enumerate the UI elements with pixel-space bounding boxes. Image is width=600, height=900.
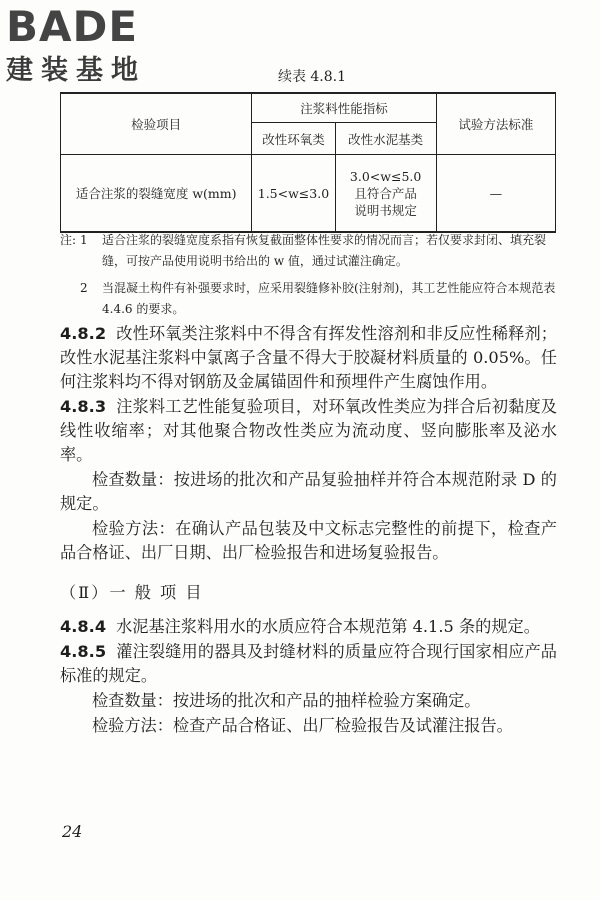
note-label: 注: — [60, 233, 77, 247]
clause-number: 4.8.3 — [60, 397, 107, 416]
check-method: 检验方法：检查产品合格证、出厂检验报告及试灌注报告。 — [92, 716, 513, 735]
note-item — [60, 278, 560, 320]
spec-table — [60, 92, 556, 233]
row-item: 适合注浆的裂缝宽度 w(mm) — [61, 155, 252, 233]
note-number: 1 — [80, 233, 88, 247]
clause-4-8-4 — [60, 615, 557, 639]
clause-text: 灌注裂缝用的器具及封缝材料的质量应符合现行国家相应产品标准的规定。 — [60, 642, 557, 685]
row-epoxy-value: 1.5<w≤3.0 — [252, 155, 335, 233]
clause-4-8-5 — [60, 640, 557, 688]
check-quantity: 检查数量：按进场的批次和产品复验抽样并符合本规范附录 D 的规定。 — [60, 470, 557, 513]
logo-subtitle: 建装基地 — [6, 55, 146, 86]
clause-text: 注浆料工艺性能复验项目，对环氧改性类应为拌合后初黏度及线性收缩率；对其他聚合物改性类应为流动度、竖向膨胀率及泌水率。 — [60, 397, 557, 464]
header-item: 检验项目 — [61, 93, 252, 155]
note-text: 当混凝土构件有补强要求时，应采用裂缝修补胶(注射剂)，其工艺性能应符合本规范表 4.4.6 的要求。 — [102, 281, 556, 316]
row-cement-value — [335, 155, 436, 233]
header-group: 注浆料性能指标 — [252, 93, 436, 123]
table-notes — [60, 230, 560, 320]
clause-4-8-2 — [60, 322, 557, 394]
clause-4-8-3 — [60, 395, 557, 467]
page-number: 24 — [62, 822, 83, 841]
cement-value-line: 且符合产品 — [354, 185, 417, 201]
header-col-epoxy: 改性环氧类 — [252, 123, 335, 155]
body-text — [60, 322, 557, 739]
note-item — [60, 230, 560, 272]
header-col-cement: 改性水泥基类 — [335, 123, 436, 155]
clause-text: 水泥基注浆料用水的水质应符合本规范第 4.1.5 条的规定。 — [116, 617, 540, 636]
clause-text: 改性环氧类注浆料中不得含有挥发性溶剂和非反应性稀释剂；改性水泥基注浆料中氯离子含量不得大于胶凝材料质量的 0.05%。任何注浆料均不得对钢筋及金属锚固件和预埋件产生腐蚀作用。 — [60, 324, 557, 391]
clause-number: 4.8.5 — [60, 642, 107, 661]
table-caption: 续表 4.8.1 — [277, 69, 347, 85]
header-method: 试验方法标准 — [436, 93, 555, 155]
cement-value-line: 3.0<w≤5.0 — [349, 168, 422, 184]
note-text: 适合注浆的裂缝宽度系指有恢复截面整体性要求的情况而言；若仅要求封闭、填充裂缝，可按产品使用说明书给出的 w 值，通过试灌注确定。 — [102, 233, 547, 268]
logo-wordmark: BADE — [6, 2, 139, 51]
section-heading: （Ⅱ）一 般 项 目 — [60, 583, 204, 602]
note-number: 2 — [80, 281, 88, 295]
row-method: — — [436, 155, 555, 233]
clause-number: 4.8.4 — [60, 617, 107, 636]
check-method: 检验方法：在确认产品包装及中文标志完整性的前提下，检查产品合格证、出厂日期、出厂检验报告和进场复验报告。 — [60, 519, 557, 562]
clause-number: 4.8.2 — [60, 324, 107, 343]
cement-value-line: 说明书规定 — [354, 202, 417, 218]
check-quantity: 检查数量：按进场的批次和产品的抽样检验方案确定。 — [92, 691, 481, 710]
